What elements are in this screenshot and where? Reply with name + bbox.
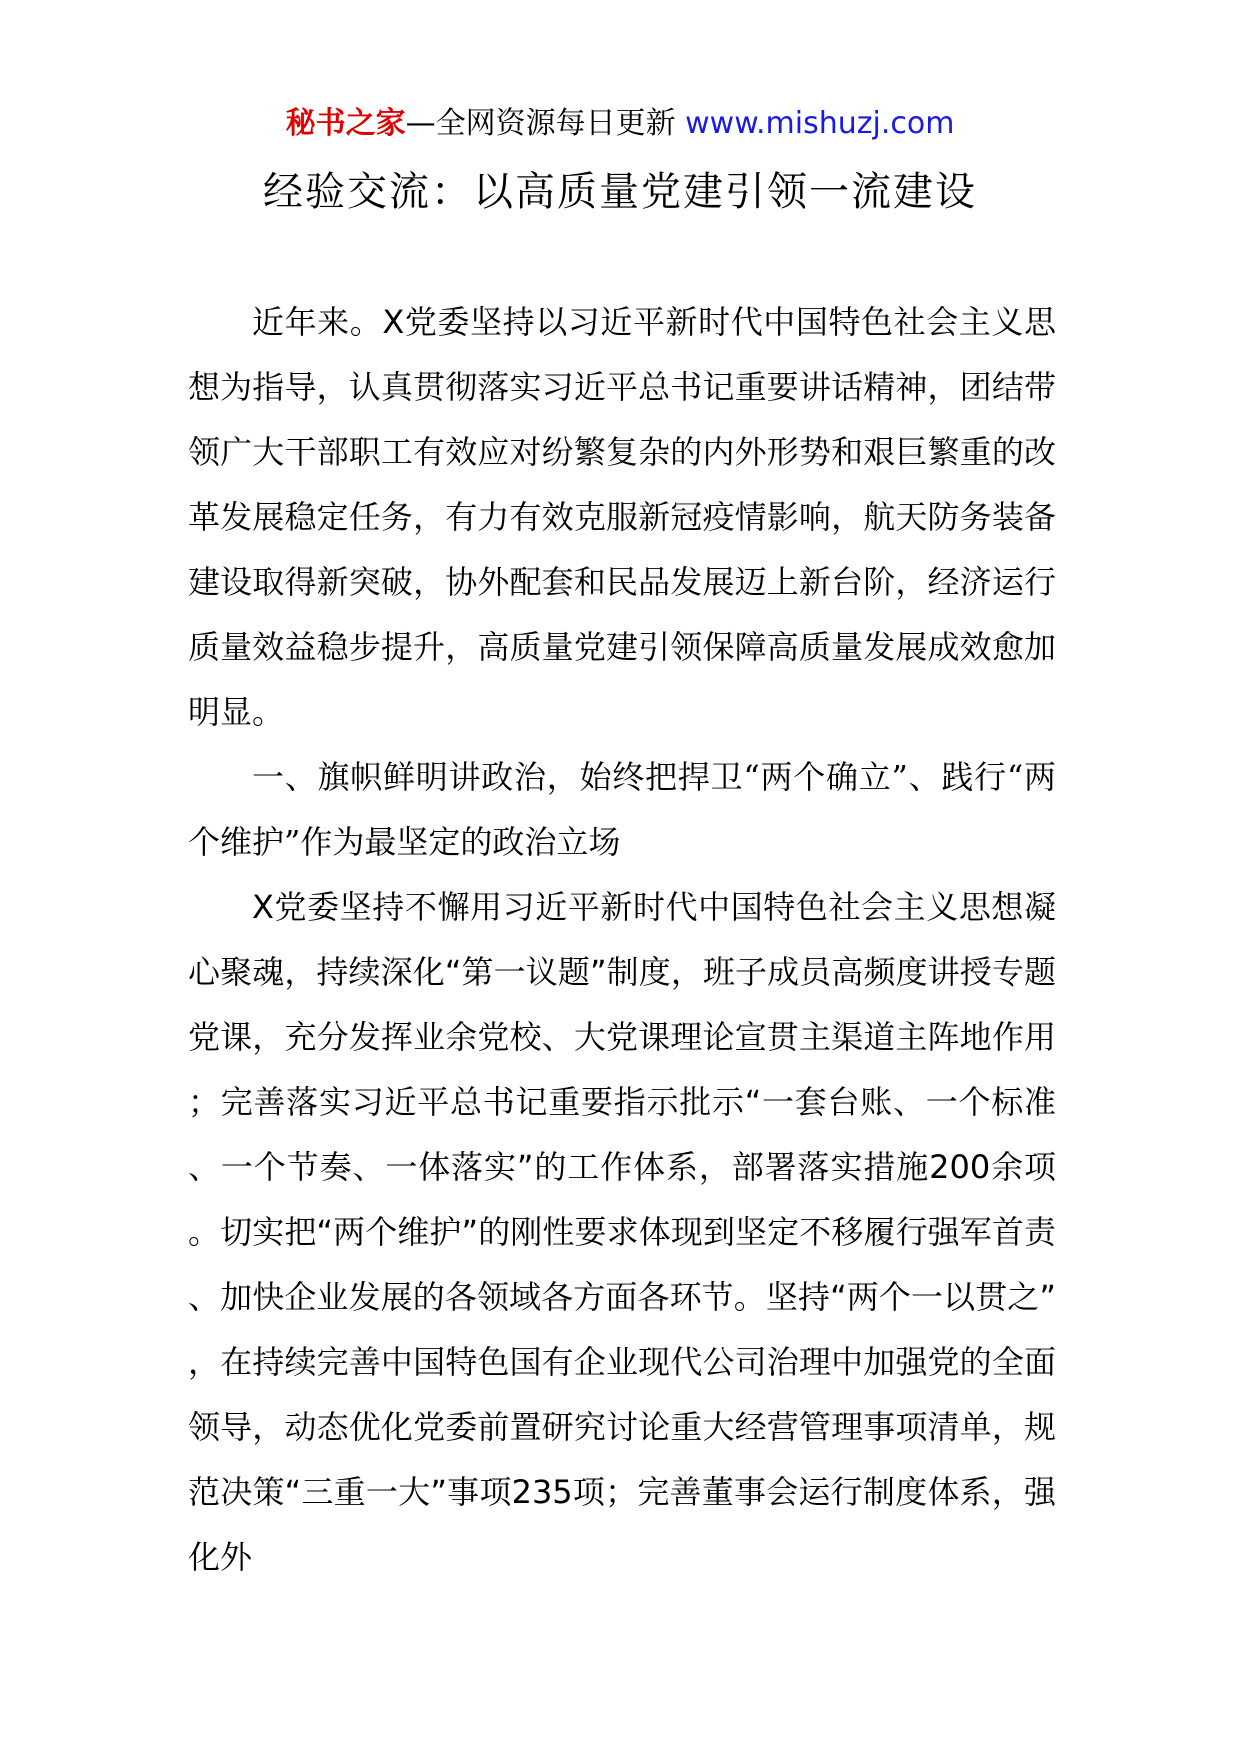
paragraph-intro: 近年来。X党委坚持以习近平新时代中国特色社会主义思想为指导，认真贯彻落实习近平总书记重要讲话精神，团结带领广大干部职工有效应对纷繁复杂的内外形势和艰巨繁重的改革发展稳定任务，有力有效克服新冠疫情影响，航天防务装备建设取得新突破，协外配套和民品发展迈上新台阶，经济运行质量效益稳步提升，高质量党建引领保障高质量发展成效愈加明显。 — [188, 303, 1056, 731]
site-tagline: —全网资源每日更新 — [405, 106, 686, 141]
paragraph-section-1: X党委坚持不懈用习近平新时代中国特色社会主义思想凝心聚魂，持续深化“第一议题”制度，班子成员高频度讲授专题党课，充分发挥业余党校、大党课理论宣贯主渠道主阵地作用；完善落实习近平总书记重要指示批示“一套台账、一个标准、一个节奏、一体落实”的工作体系，部署落实措施200余项。切实把“两个维护”的刚性要求体现到坚定不移履行强军首责、加快企业发展的各领域各方面各环节。坚持“两个一以贯之”，在持续完善中国特色国有企业现代公司治理中加强党的全面领导，动态优化党委前置研究讨论重大经营管理事项清单，规范决策“三重一大”事项235项；完善董事会运行制度体系，强化外 — [188, 888, 1056, 1576]
site-brand: 秘书之家 — [285, 106, 406, 141]
document-title: 经验交流：以高质量党建引领一流建设 — [263, 169, 977, 215]
document-body — [188, 290, 1056, 1590]
section-heading-1: 一、旗帜鲜明讲政治，始终把捍卫“两个确立”、践行“两个维护”作为最坚定的政治立场 — [188, 758, 1056, 861]
site-header — [0, 100, 1240, 148]
site-url-link[interactable]: www.mishuzj.com — [685, 106, 955, 141]
